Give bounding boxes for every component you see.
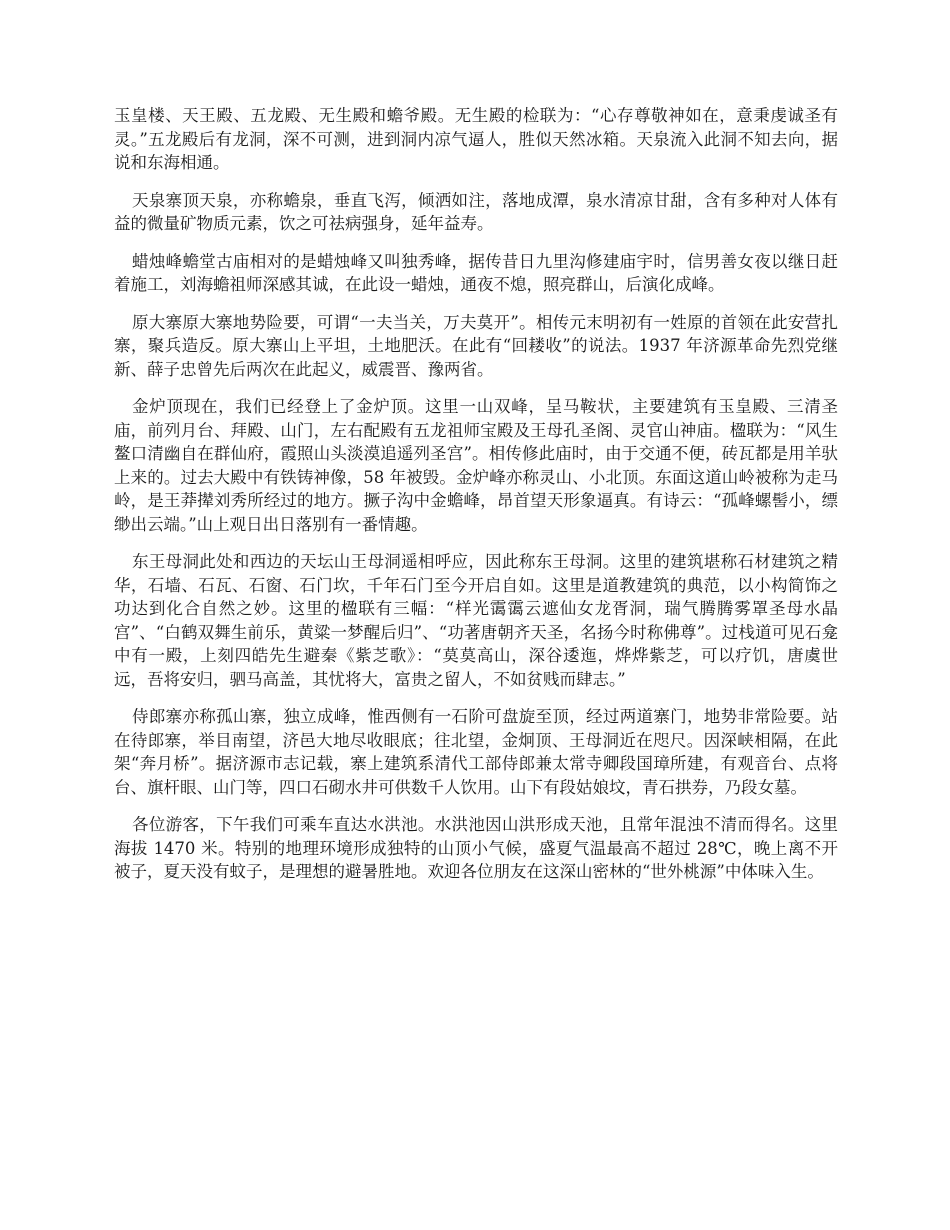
document-body [114, 104, 838, 898]
paragraph-jinluding: 金炉顶现在，我们已经登上了金炉顶。这里一山双峰，呈马鞍状，主要建筑有玉皇殿、三清圣庙，前列月台、拜殿、山门，左右配殿有五龙祖师宝殿及王母孔圣阁、灵官山神庙。楹联为：“风生鳌口清幽自在群仙府，霞照山头淡漠追遥列圣宫”。相传修此庙时，由于交通不便，砖瓦都是用羊驮上来的。过去大殿中有铁铸神像，58 年被毁。金炉峰亦称灵山、小北顶。东面这道山岭被称为走马岭，是王莽撵刘秀所经过的地方。撅子沟中金蟾峰，昂首望天形象逼真。有诗云：“孤峰螺髻小，缥缈出云端。”山上观日出日落别有一番情趣。 [114, 397, 838, 534]
paragraph-shuihongchi: 各位游客，下午我们可乘车直达水洪池。水洪池因山洪形成天池，且常年混浊不清而得名。这里海拔 1470 米。特别的地理环境形成独特的山顶小气候，盛夏气温最高不超过 28℃，晚上离不开被子，夏天没有蚊子，是理想的避暑胜地。欢迎各位朋友在这深山密林的“世外桃源”中体味入生。 [114, 815, 838, 881]
paragraph-east-wangmu-cave: 东王母洞此处和西边的天坛山王母洞遥相呼应，因此称东王母洞。这里的建筑堪称石材建筑之精华，石墙、石瓦、石窗、石门坎，千年石门至今开启自如。这里是道教建筑的典范，以小构简饰之功达到化合自然之妙。这里的楹联有三幅：“样光霭霭云遮仙女龙胥洞，瑞气腾腾雾罩圣母水晶宫”、“白鹤双舞生前乐，黄粱一梦醒后归”、“功著唐朝齐天圣，名扬今时称佛尊”。过栈道可见石龛中有一殿，上刻四皓先生避秦《紫芝歌》：“莫莫高山，深谷逶迤，烨烨紫芝，可以疗饥，唐虞世远，吾将安归，驷马高盖，其忧将大，富贵之留人，不如贫贱而肆志。” [114, 552, 838, 689]
paragraph-yuandazhai: 原大寨原大寨地势险要，可谓“一夫当关，万夫莫开”。相传元末明初有一姓原的首领在此安营扎寨，聚兵造反。原大寨山上平坦，土地肥沃。在此有“回耧收”的说法。1937 年济源革命先烈党继新、薛子忠曾先后两次在此起义，威震晋、豫两省。 [114, 312, 838, 379]
paragraph-temples: 玉皇楼、天王殿、五龙殿、无生殿和蟾爷殿。无生殿的检联为：“心存尊敬神如在，意秉虔诚圣有灵。”五龙殿后有龙洞，深不可测，进到洞内凉气逼人，胜似天然冰箱。天泉流入此洞不知去向，据说和东海相通。 [114, 106, 838, 172]
paragraph-candle-peak: 蜡烛峰蟾堂古庙相对的是蜡烛峰又叫独秀峰，据传昔日九里沟修建庙宇时，信男善女夜以继日赶着施工，刘海蟾祖师深感其诚，在此设一蜡烛，通夜不熄，照亮群山，后演化成峰。 [114, 251, 838, 294]
paragraph-tianquan: 天泉寨顶天泉，亦称蟾泉，垂直飞泻，倾洒如注，落地成潭，泉水清凉甘甜，含有多种对人体有益的微量矿物质元素，饮之可祛病强身，延年益寿。 [114, 190, 838, 233]
paragraph-shilangzhai: 侍郎寨亦称孤山寨，独立成峰，惟西侧有一石阶可盘旋至顶，经过两道寨门，地势非常险要。站在待郎寨，举目南望，济邑大地尽收眼底；往北望，金炯顶、王母洞近在咫尺。因深峡相隔，在此架“奔月桥”。据济源市志记载，寨上建筑系清代工部侍郎兼太常寺卿段国璋所建，有观音台、点将台、旗杆眼、山门等，四口石砌水井可供数千人饮用。山下有段姑娘坟，青石拱券，乃段女墓。 [114, 707, 838, 797]
